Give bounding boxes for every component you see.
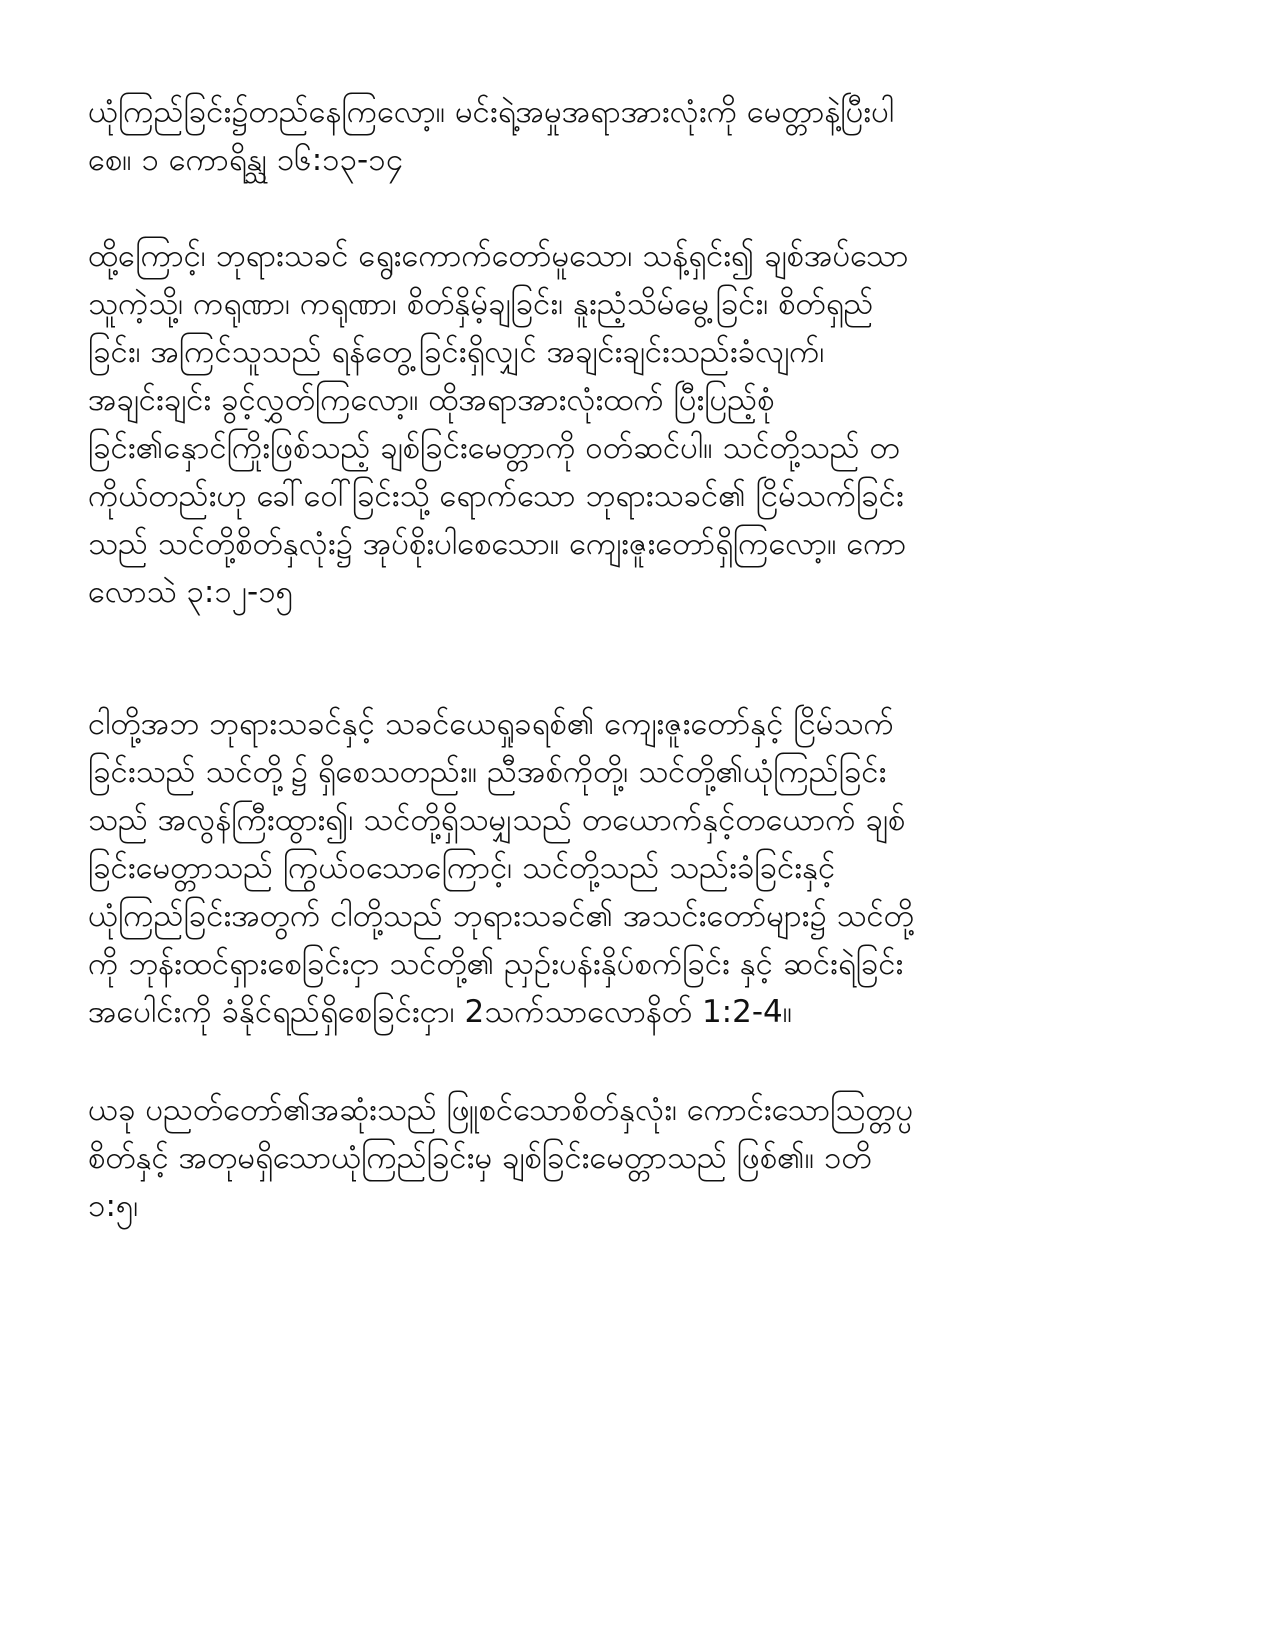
text-line: ခြင်းသည် သင်တို့၌ ရှိစေသတည်း။ ညီအစ်ကိုတို့၊ သင်တို့၏ယုံကြည်ခြင်း: [88, 754, 887, 790]
text-line: စိတ်နှင့် အတုမရှိသောယုံကြည်ခြင်းမှ ချစ်ခြင်းမေတ္တာသည် ဖြစ်၏။ ၁တိ: [88, 1140, 872, 1176]
text-line: သည် အလွန်ကြီးထွား၍၊ သင်တို့ရှိသမျှသည် တယောက်နှင့်တယောက် ချစ်: [88, 802, 906, 838]
text-line: အချင်းချင်း ခွင့်လွှတ်ကြလော့။ ထိုအရာအားလုံးထက် ပြီးပြည့်စုံ: [88, 382, 775, 418]
text-line: ယခု ပညတ်တော်၏အဆုံးသည် ဖြူစင်သောစိတ်နှလုံး၊ ကောင်းသောသြတ္တပ္ပ: [88, 1092, 914, 1128]
text-line: ၁:၅၊: [88, 1188, 139, 1224]
text-line: ထို့ကြောင့်၊ ဘုရားသခင် ရွေးကောက်တော်မူသော၊ သန့်ရှင်း၍ ချစ်အပ်သော: [88, 238, 909, 274]
text-line: အပေါင်းကို ခံနိုင်ရည်ရှိစေခြင်းငှာ၊ 2သက်သာလောနိတ် 1:2-4။: [88, 994, 793, 1030]
text-line: ယုံကြည်ခြင်းအတွက် ငါတို့သည် ဘုရားသခင်၏ အသင်းတော်များ၌ သင်တို့: [88, 898, 914, 934]
text-line: လောသဲ ၃:၁၂-၁၅: [88, 574, 294, 610]
text-line: ခြင်း၊ အကြင်သူသည် ရန်တွေ့ခြင်းရှိလျှင် အချင်းချင်းသည်းခံလျက်၊: [88, 334, 825, 370]
paragraph-corinthians: [88, 88, 1198, 184]
paragraph-timothy: [88, 1086, 1198, 1230]
text-line: ငါတို့အဘ ဘုရားသခင်နှင့် သခင်ယေရှုခရစ်၏ ကျေးဇူးတော်နှင့် ငြိမ်သက်: [88, 706, 894, 742]
paragraph-colossians: [88, 232, 1198, 616]
text-line: သူကဲ့သို့၊ ကရုဏာ၊ ကရုဏာ၊ စိတ်နှိမ့်ချခြင်း၊ နူးညံ့သိမ်မွေ့ခြင်း၊ စိတ်ရှည်: [88, 286, 874, 322]
text-line: စေ။ ၁ ကောရိန္သု ၁၆:၁၃-၁၄: [88, 142, 404, 178]
text-line: ယုံကြည်ခြင်း၌တည်နေကြလော့။ မင်းရဲ့အမှုအရာအားလုံးကို မေတ္တာနဲ့ပြီးပါ: [88, 94, 895, 130]
text-line: ခြင်း၏နှောင်ကြိုးဖြစ်သည့် ချစ်ခြင်းမေတ္တာကို ဝတ်ဆင်ပါ။ သင်တို့သည် တ: [88, 430, 900, 466]
document-body: [88, 88, 1198, 1230]
text-line: ကို ဘုန်းထင်ရှားစေခြင်းငှာ သင်တို့၏ ညှဉ်းပန်းနှိပ်စက်ခြင်း နှင့် ဆင်းရဲခြင်း: [88, 946, 904, 982]
text-line: ကိုယ်တည်းဟု ခေါ်ဝေါ်ခြင်းသို့ ရောက်သော ဘုရားသခင်၏ ငြိမ်သက်ခြင်း: [88, 478, 904, 514]
text-line: ခြင်းမေတ္တာသည် ကြွယ်ဝသောကြောင့်၊ သင်တို့သည် သည်းခံခြင်းနှင့်: [88, 850, 836, 886]
text-line: သည် သင်တို့စိတ်နှလုံး၌ အုပ်စိုးပါစေသော။ ကျေးဇူးတော်ရှိကြလော့။ ကော: [88, 526, 907, 562]
paragraph-thessalonians: [88, 700, 1198, 1036]
